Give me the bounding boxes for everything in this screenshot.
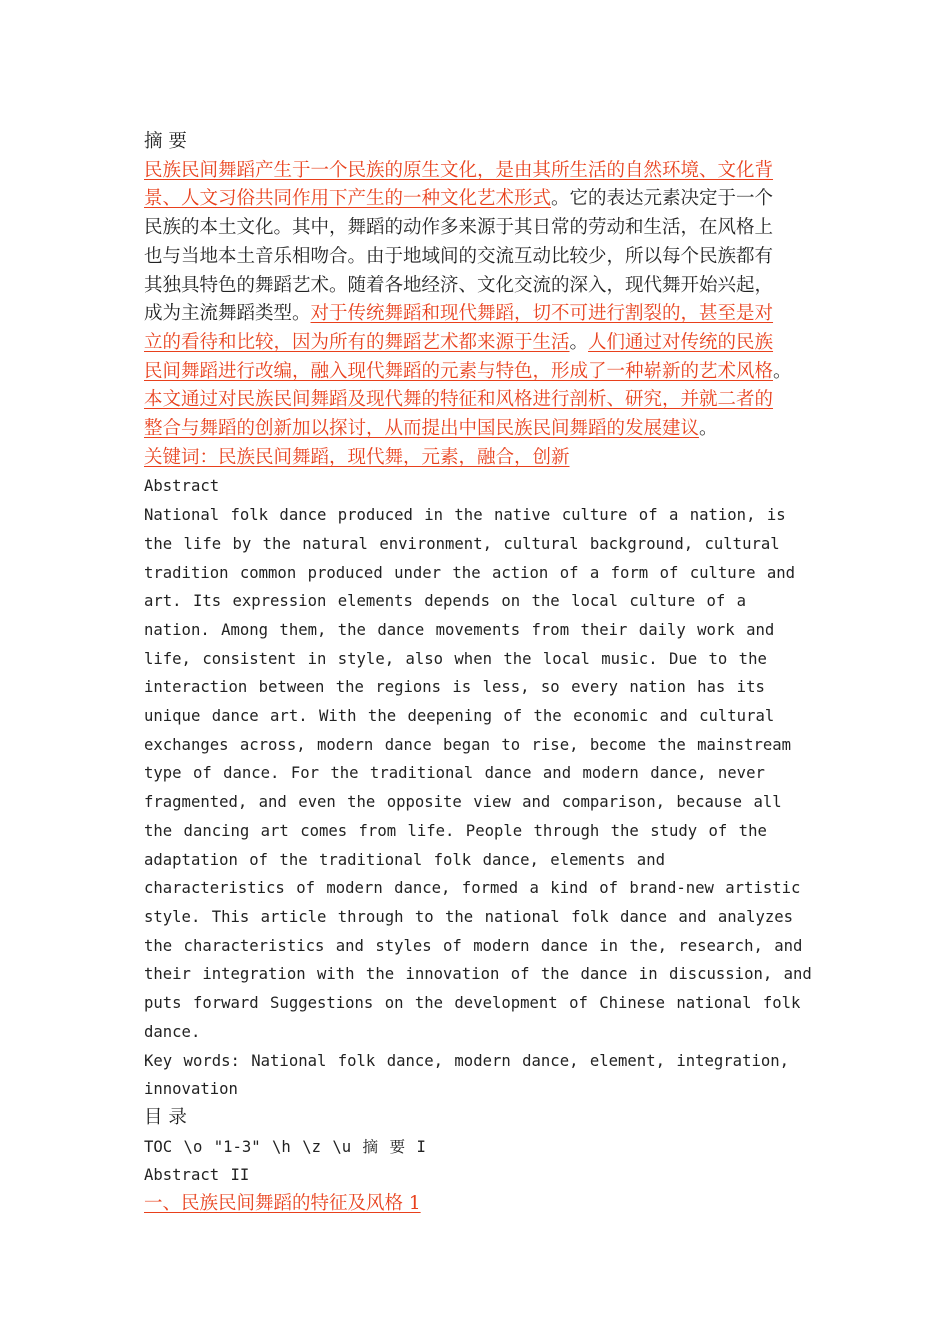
- abstract-cn-line: [144, 358, 816, 387]
- keywords-cn: 关键词：民族民间舞蹈，现代舞，元素，融合，创新: [144, 446, 570, 468]
- keywords-en-line: innovation: [144, 1080, 238, 1099]
- abstract-en-line: fragmented, and even the opposite view and comparison, because all: [144, 793, 782, 812]
- toc-link[interactable]: 一、民族民间舞蹈的特征及风格 1: [144, 1193, 421, 1215]
- abstract-en-line: style. This article through to the national folk dance and analyzes: [144, 907, 794, 926]
- abstract-cn-line: 民族的本土文化。其中，舞蹈的动作多来源于其日常的劳动和生活，在风格上: [144, 217, 774, 239]
- abstract-en-line: nation. Among them, the dance movements from their daily work and: [144, 620, 775, 639]
- toc-item-abstract[interactable]: Abstract II: [144, 1166, 250, 1185]
- abstract-en-line: type of dance. For the traditional dance and modern dance, never: [144, 764, 765, 783]
- abstract-en-line: puts forward Suggestions on the development of Chinese national folk: [144, 994, 801, 1013]
- abstract-cn-line: 其独具特色的舞蹈艺术。随着各地经济、文化交流的深入，现代舞开始兴起，: [144, 274, 774, 296]
- abstract-en-line: their integration with the innovation of the dance in discussion, and: [144, 965, 812, 984]
- abstract-en-line: characteristics of modern dance, formed a kind of brand-new artistic: [144, 879, 801, 898]
- abstract-en-line: unique dance art. With the deepening of the economic and cultural: [144, 707, 775, 726]
- highlighted-text: 景、人文习俗共同作用下产生的一种文化艺术形式: [144, 188, 552, 210]
- abstract-en-line: life, consistent in style, also when the local music. Due to the: [144, 649, 767, 668]
- highlighted-text: 对于传统舞蹈和现代舞蹈，切不可进行割裂的，甚至是对: [310, 303, 774, 325]
- abstract-en-line: the life by the natural environment, cultural background, cultural: [144, 534, 780, 553]
- highlighted-text: 人们通过对传统的民族: [588, 331, 774, 353]
- toc-field-code: TOC \o "1-3" \h \z \u 摘 要 I: [144, 1137, 426, 1156]
- highlighted-text: 立的看待和比较，因为所有的舞蹈艺术都来源于生活: [144, 331, 570, 353]
- document-page: [144, 128, 816, 1219]
- abstract-en-line: tradition common produced under the action of a form of culture and: [144, 563, 796, 582]
- highlighted-text: 整合与舞蹈的创新加以探讨，从而提出中国民族民间舞蹈的发展建议: [144, 418, 700, 440]
- abstract-cn-heading: 摘 要: [144, 131, 187, 152]
- plain-text: 。: [699, 418, 718, 440]
- abstract-cn-line: [144, 185, 816, 214]
- highlighted-text: 民间舞蹈进行改编，融入现代舞蹈的元素与特色，形成了一种崭新的艺术风格: [144, 360, 774, 382]
- abstract-en-line: the dancing art comes from life. People through the study of the: [144, 821, 767, 840]
- abstract-en-line: art. Its expression elements depends on the local culture of a: [144, 592, 747, 611]
- abstract-cn-line: 民族民间舞蹈产生于一个民族的原生文化，是由其所生活的自然环境、文化背: [144, 159, 774, 181]
- abstract-en-line: National folk dance produced in the native culture of a nation, is: [144, 506, 786, 525]
- abstract-cn-line: [144, 415, 816, 444]
- plain-text: 成为主流舞蹈类型。: [144, 303, 311, 325]
- abstract-cn-line: 本文通过对民族民间舞蹈及现代舞的特征和风格进行剖析、研究，并就二者的: [144, 389, 774, 411]
- abstract-en-line: the characteristics and styles of modern dance in the, research, and: [144, 936, 803, 955]
- plain-text: 。它的表达元素决定于一个: [551, 188, 774, 210]
- abstract-en-line: dance.: [144, 1022, 201, 1041]
- abstract-cn-body: [144, 157, 816, 473]
- abstract-cn-line: 也与当地本土音乐相吻合。由于地域间的交流互动比较少，所以每个民族都有: [144, 245, 774, 267]
- abstract-en-line: interaction between the regions is less, so every nation has its: [144, 678, 765, 697]
- plain-text: 。: [569, 331, 589, 353]
- keywords-en-line: Key words: National folk dance, modern dance, element, integration,: [144, 1051, 790, 1070]
- toc-item-chapter-1[interactable]: [144, 1190, 816, 1219]
- abstract-cn-line: [144, 329, 816, 358]
- abstract-en-line: adaptation of the traditional folk dance, elements and: [144, 850, 665, 869]
- plain-text: 。: [773, 360, 792, 382]
- keywords-en: [144, 1047, 816, 1104]
- abstract-en-body: [144, 501, 816, 1046]
- abstract-cn-line: [144, 300, 816, 329]
- abstract-en-heading: Abstract: [144, 477, 220, 496]
- abstract-en-line: exchanges across, modern dance began to rise, become the mainstream: [144, 735, 792, 754]
- toc-heading: 目 录: [144, 1106, 187, 1128]
